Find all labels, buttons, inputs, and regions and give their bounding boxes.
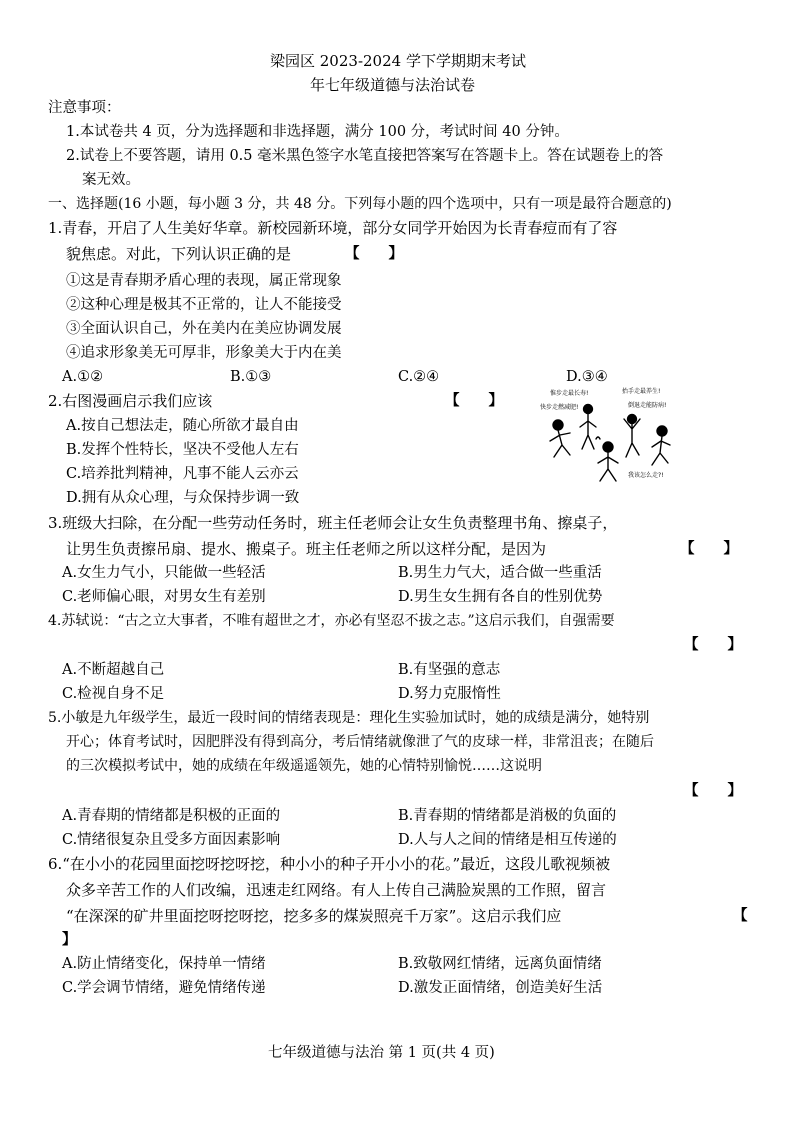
cartoon-bubble-1: 惟步走最长寿!	[550, 390, 589, 397]
cartoon-bubble-3: 快步走燃减肥!	[540, 404, 579, 411]
q2-cartoon-illustration	[536, 383, 686, 488]
q3-option-c: C.老师偏心眼，对男女生有差别	[62, 589, 266, 605]
q1-option-c: C.②④	[398, 369, 440, 385]
notes-item-2-line-1: 2.试卷上不要答题，请用 0.5 毫米黑色签字水笔直接把答案写在答题卡上。答在试题卷上的答	[66, 148, 664, 164]
q6-stem-line-3: “在深深的矿井里面挖呀挖呀挖，挖多多的煤炭照亮千万家”。这启示我们应	[66, 907, 562, 925]
q1-option-d: D.③④	[566, 369, 608, 385]
notes-item-2-line-2: 案无效。	[82, 172, 140, 188]
q5-stem-line-3: 的三次模拟考试中，她的成绩在年级遥遥领先，她的心情特别愉悦……这说明	[66, 758, 542, 774]
notes-label: 注意事项：	[48, 100, 121, 116]
q1-statement-1: ①这是青春期矛盾心理的表现，属正常现象	[66, 273, 342, 289]
exam-title: 梁园区 2023-2024 学下学期期末考试	[270, 52, 526, 70]
cartoon-bubble-4: 倒退走能防病!	[628, 402, 667, 409]
q5-option-a: A.青春期的情绪都是积极的正面的	[62, 808, 281, 824]
q3-stem-line-1: 3.班级大扫除，在分配一些劳动任务时，班主任老师会让女生负责整理书角、擦桌子，	[48, 514, 618, 532]
q5-option-d: D.人与人之间的情绪是相互传递的	[398, 832, 617, 848]
q1-stem-line-1: 1.青春，开启了人生美好华章。新校园新环境，部分女同学开始因为长青春痘而有了容	[48, 219, 618, 237]
cartoon-bubble-5: 我该怎么走?!	[628, 472, 664, 479]
q6-stem-line-2: 众多辛苦工作的人们改编，迅速走红网络。有人上传自己满脸炭黑的工作照，留言	[66, 881, 607, 899]
q4-answer-bracket: 【 】	[684, 636, 742, 653]
q5-answer-bracket: 【 】	[684, 782, 742, 799]
q1-stem-line-2: 貌焦虑。对此，下列认识正确的是	[66, 245, 292, 263]
q5-stem-line-1: 5.小敏是九年级学生，最近一段时间的情绪表现是：理化生实验加试时，她的成绩是满分，她特别	[48, 710, 650, 726]
q6-option-a: A.防止情绪变化，保持单一情绪	[62, 956, 266, 972]
page-footer: 七年级道德与法治 第 1 页(共 4 页)	[268, 1045, 495, 1061]
q3-option-a: A.女生力气小，只能做一些轻活	[62, 565, 266, 581]
q2-option-b: B.发挥个性特长，坚决不受他人左右	[66, 442, 299, 458]
q4-option-d: D.努力克服惰性	[398, 686, 501, 702]
q2-stem: 2.右图漫画启示我们应该	[48, 392, 213, 410]
q6-answer-bracket-open: 【	[733, 907, 748, 924]
q3-option-d: D.男生女生拥有各自的性别优势	[398, 589, 603, 605]
q3-stem-line-2: 让男生负责擦吊扇、提水、搬桌子。班主任老师之所以这样分配，是因为	[66, 540, 547, 558]
q3-option-b: B.男生力气大，适合做一些重活	[398, 565, 602, 581]
q5-option-c: C.情绪很复杂且受多方面因素影响	[62, 832, 281, 848]
q2-option-a: A.按自己想法走，随心所欲才最自由	[66, 418, 299, 434]
q1-statement-3: ③全面认识自己，外在美内在美应协调发展	[66, 321, 342, 337]
q6-answer-bracket-close: 】	[62, 931, 77, 948]
q2-option-c: C.培养批判精神，凡事不能人云亦云	[66, 466, 299, 482]
q4-stem: 4.苏轼说：“古之立大事者，不唯有超世之才，亦必有坚忍不拔之志。”这启示我们，自强需要	[48, 613, 615, 629]
q5-option-b: B.青春期的情绪都是消极的负面的	[398, 808, 617, 824]
q2-answer-bracket: 【 】	[445, 392, 503, 409]
q3-answer-bracket: 【 】	[680, 540, 738, 557]
q4-option-c: C.检视自身不足	[62, 686, 165, 702]
q1-statement-4: ④追求形象美无可厚非，形象美大于内在美	[66, 345, 342, 361]
cartoon-bubble-2: 抬手走最养生!	[622, 388, 661, 395]
notes-item-1: 1.本试卷共 4 页，分为选择题和非选择题，满分 100 分，考试时间 40 分钟。	[66, 124, 569, 140]
q1-answer-bracket: 【 】	[345, 245, 403, 262]
q6-option-c: C.学会调节情绪，避免情绪传递	[62, 980, 266, 996]
q5-stem-line-2: 开心；体育考试时，因肥胖没有得到高分，考后情绪就像泄了气的皮球一样，非常沮丧；在随后	[66, 734, 654, 750]
q4-option-a: A.不断超越自己	[62, 662, 165, 678]
q2-option-d: D.拥有从众心理，与众保持步调一致	[66, 490, 300, 506]
q1-option-a: A.①②	[62, 369, 104, 385]
section-heading: 一、选择题(16 小题，每小题 3 分，共 48 分。下列每小题的四个选项中，只有一项是最符合题意的)	[48, 196, 672, 212]
exam-subtitle: 年七年级道德与法治试卷	[310, 76, 476, 94]
q6-option-b: B.致敬网红情绪，远离负面情绪	[398, 956, 602, 972]
q6-stem-line-1: 6.“在小小的花园里面挖呀挖呀挖，种小小的种子开小小的花。”最近，这段儿歌视频被	[48, 855, 611, 873]
q6-option-d: D.激发正面情绪，创造美好生活	[398, 980, 603, 996]
q1-option-b: B.①③	[230, 369, 272, 385]
q1-statement-2: ②这种心理是极其不正常的，让人不能接受	[66, 297, 342, 313]
q4-option-b: B.有坚强的意志	[398, 662, 501, 678]
